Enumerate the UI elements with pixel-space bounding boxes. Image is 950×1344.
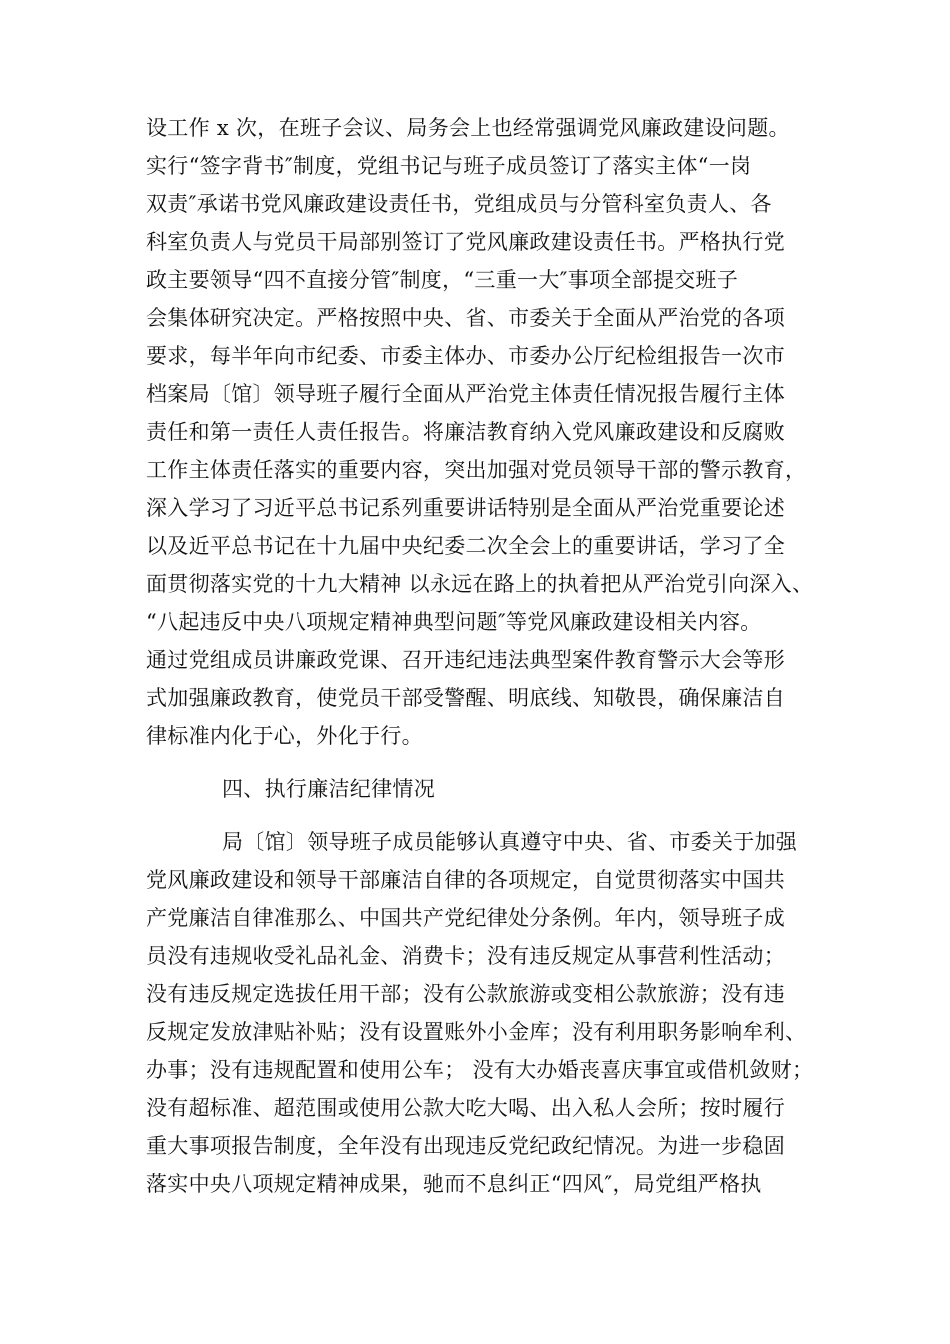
- paragraph-line: 产党廉洁自律准那么、中国共产党纪律处分条例。年内，领导班子成: [146, 906, 785, 930]
- paragraph-line: 式加强廉政教育，使党员干部受警醒、明底线、知敬畏，确保廉洁自: [146, 686, 785, 710]
- paragraph-line: 律标准内化于心，外化于行。: [146, 724, 423, 748]
- paragraph-line: 责任和第一责任人责任报告。将廉洁教育纳入党风廉政建设和反腐败: [146, 420, 785, 444]
- paragraph-line: 反规定发放津贴补贴；没有设置账外小金库；没有利用职务影响牟利、: [146, 1020, 807, 1044]
- paragraph-line: 档案局〔馆〕领导班子履行全面从严治党主体责任情况报告履行主体: [146, 382, 785, 406]
- paragraph-line: 重大事项报告制度，全年没有出现违反党纪政纪情况。为进一步稳固: [146, 1134, 785, 1158]
- paragraph-line: 双责″承诺书党风廉政建设责任书，党组成员与分管科室负责人、各: [146, 192, 772, 216]
- paragraph-line: 没有超标准、超范围或使用公款大吃大喝、出入私人会所；按时履行: [146, 1096, 785, 1120]
- paragraph-line: 设工作 x 次，在班子会议、局务会上也经常强调党风廉政建设问题。: [146, 116, 790, 140]
- paragraph-line: 要求，每半年向市纪委、市委主体办、市委办公厅纪检组报告一次市: [146, 344, 785, 368]
- paragraph-line: 会集体研究决定。严格按照中央、省、市委关于全面从严治党的各项: [146, 306, 785, 330]
- paragraph-line: 深入学习了习近平总书记系列重要讲话特别是全面从严治党重要论述: [146, 496, 785, 520]
- paragraph-line: “八起违反中央八项规定精神典型问题″等党风廉政建设相关内容。: [146, 610, 762, 634]
- paragraph-line: 工作主体责任落实的重要内容，突出加强对党员领导干部的警示教育，: [146, 458, 807, 482]
- paragraph-line: 以及近平总书记在十九届中央纪委二次全会上的重要讲话，学习了全: [146, 534, 785, 558]
- paragraph-line: 办事；没有违规配置和使用公车； 没有大办婚丧喜庆事宜或借机敛财；: [146, 1058, 814, 1082]
- paragraph-line: 通过党组成员讲廉政党课、召开违纪违法典型案件教育警示大会等形: [146, 648, 785, 672]
- paragraph-line: 科室负责人与党员干局部别签订了党风廉政建设责任书。严格执行党: [146, 230, 785, 254]
- paragraph-line: 党风廉政建设和领导干部廉洁自律的各项规定，自觉贯彻落实中国共: [146, 868, 785, 892]
- paragraph-line: 实行“签字背书″制度，党组书记与班子成员签订了落实主体“一岗: [146, 154, 752, 178]
- paragraph-line: 面贯彻落实党的十九大精神 以永远在路上的执着把从严治党引向深入、: [146, 572, 814, 596]
- paragraph-line: 员没有违规收受礼品礼金、消费卡；没有违反规定从事营利性活动；: [146, 944, 785, 968]
- paragraph-line: 局〔馆〕领导班子成员能够认真遵守中央、省、市委关于加强: [222, 830, 798, 854]
- paragraph-line: 政主要领导“四不直接分管″制度，“三重一大″事项全部提交班子: [146, 268, 739, 292]
- paragraph-line: 没有违反规定选拔任用干部；没有公款旅游或变相公款旅游；没有违: [146, 982, 785, 1006]
- paragraph-line: 落实中央八项规定精神成果，驰而不息纠正“四风″，局党组严格执: [146, 1172, 762, 1196]
- section-heading: 四、执行廉洁纪律情况: [222, 777, 435, 801]
